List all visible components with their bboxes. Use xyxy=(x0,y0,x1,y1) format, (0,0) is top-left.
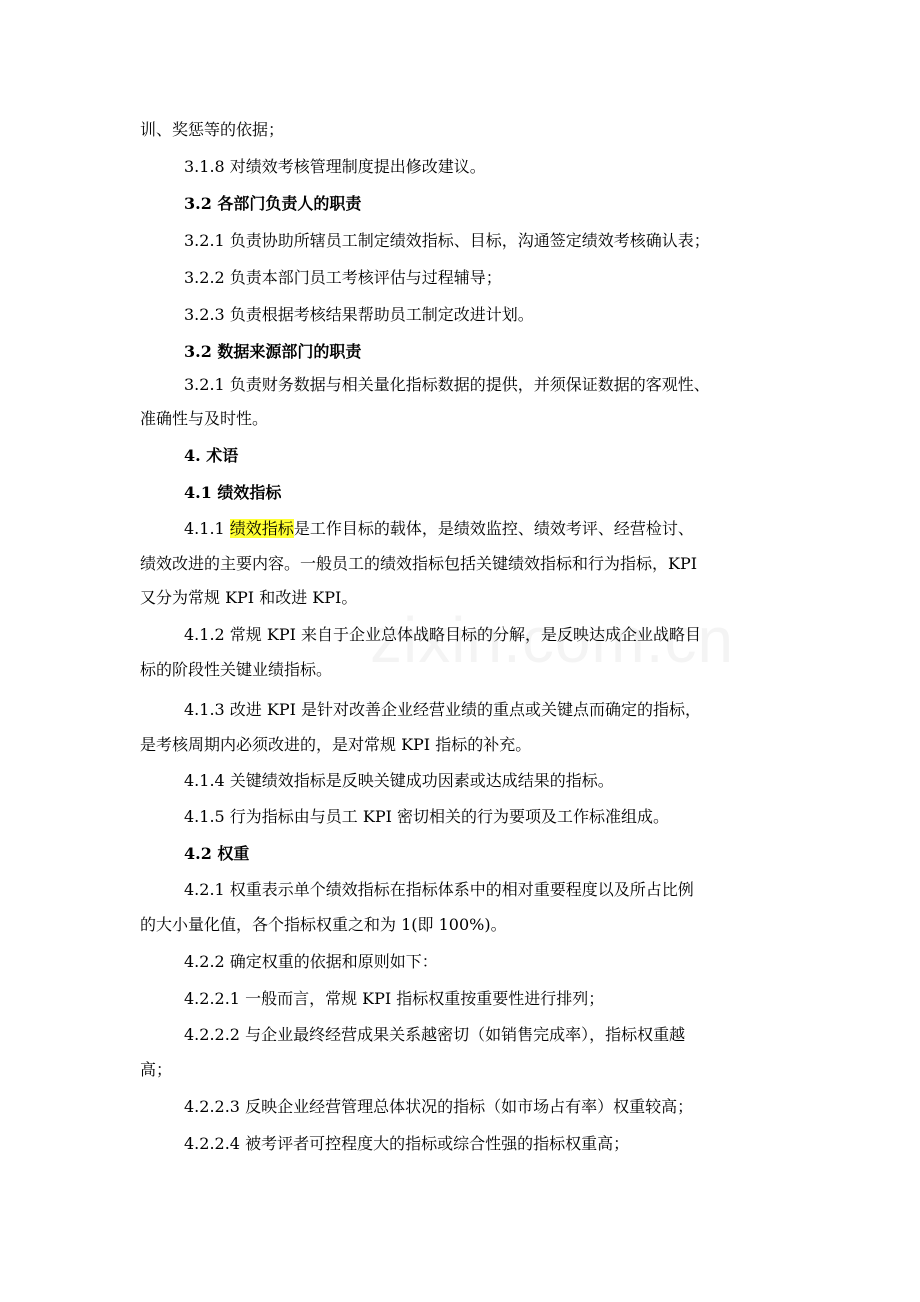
paragraph-line: 是考核周期内必须改进的，是对常规 KPI 指标的补充。 xyxy=(140,735,532,754)
paragraph-line: 3.2.1 负责财务数据与相关量化指标数据的提供，并须保证数据的客观性、 xyxy=(184,375,710,394)
section-heading: 4.1 绩效指标 xyxy=(184,483,282,502)
section-heading: 3.2 数据来源部门的职责 xyxy=(184,342,362,361)
paragraph-line: 4.2.2.3 反映企业经营管理总体状况的指标（如市场占有率）权重较高； xyxy=(184,1097,694,1116)
paragraph-line: 4.2.2 确定权重的依据和原则如下： xyxy=(184,952,438,971)
paragraph-line: 4.2.2.1 一般而言，常规 KPI 指标权重按重要性进行排列； xyxy=(184,989,605,1008)
item-number: 4.1.1 xyxy=(184,519,230,538)
paragraph-line: 4.1.2 常规 KPI 来自于企业总体战略目标的分解，是反映达成企业战略目 xyxy=(184,625,702,644)
paragraph-line: 4.2.1 权重表示单个绩效指标在指标体系中的相对重要程度以及所占比例 xyxy=(184,880,694,899)
paragraph-line: 4.2.2.2 与企业最终经营成果关系越密切（如销售完成率），指标权重越 xyxy=(184,1025,686,1044)
paragraph-line: 高； xyxy=(140,1060,173,1079)
paragraph-line: 又分为常规 KPI 和改进 KPI。 xyxy=(140,588,358,607)
paragraph-line: 训、奖惩等的依据； xyxy=(140,120,285,139)
paragraph-line: 4.1.3 改进 KPI 是针对改善企业经营业绩的重点或关键点而确定的指标， xyxy=(184,700,702,719)
paragraph-line: 4.2.2.4 被考评者可控程度大的指标或综合性强的指标权重高； xyxy=(184,1134,630,1153)
paragraph-line: 绩效改进的主要内容。一般员工的绩效指标包括关键绩效指标和行为指标，KPI xyxy=(140,554,698,573)
paragraph-line: 准确性与及时性。 xyxy=(140,409,269,428)
item-text: 是工作目标的载体，是绩效监控、绩效考评、经营检讨、 xyxy=(293,519,694,538)
section-heading: 4.2 权重 xyxy=(184,844,250,863)
paragraph-line: 的大小量化值，各个指标权重之和为 1(即 100%)。 xyxy=(140,915,507,934)
paragraph-line: 3.1.8 对绩效考核管理制度提出修改建议。 xyxy=(184,157,486,176)
paragraph-line: 3.2.3 负责根据考核结果帮助员工制定改进计划。 xyxy=(184,305,534,324)
paragraph-line: 标的阶段性关键业绩指标。 xyxy=(140,660,333,679)
paragraph-line: 4.1.4 关键绩效指标是反映关键成功因素或达成结果的指标。 xyxy=(184,771,614,790)
paragraph-line: 3.2.2 负责本部门员工考核评估与过程辅导； xyxy=(184,268,502,287)
section-heading: 4. 术语 xyxy=(184,446,239,465)
section-heading: 3.2 各部门负责人的职责 xyxy=(184,194,362,213)
paragraph-line: 4.1.5 行为指标由与员工 KPI 密切相关的行为要项及工作标准组成。 xyxy=(184,807,670,826)
highlighted-term: 绩效指标 xyxy=(229,519,294,538)
paragraph-line-with-highlight xyxy=(184,515,785,543)
paragraph-line: 3.2.1 负责协助所辖员工制定绩效指标、目标，沟通签定绩效考核确认表； xyxy=(184,231,710,250)
